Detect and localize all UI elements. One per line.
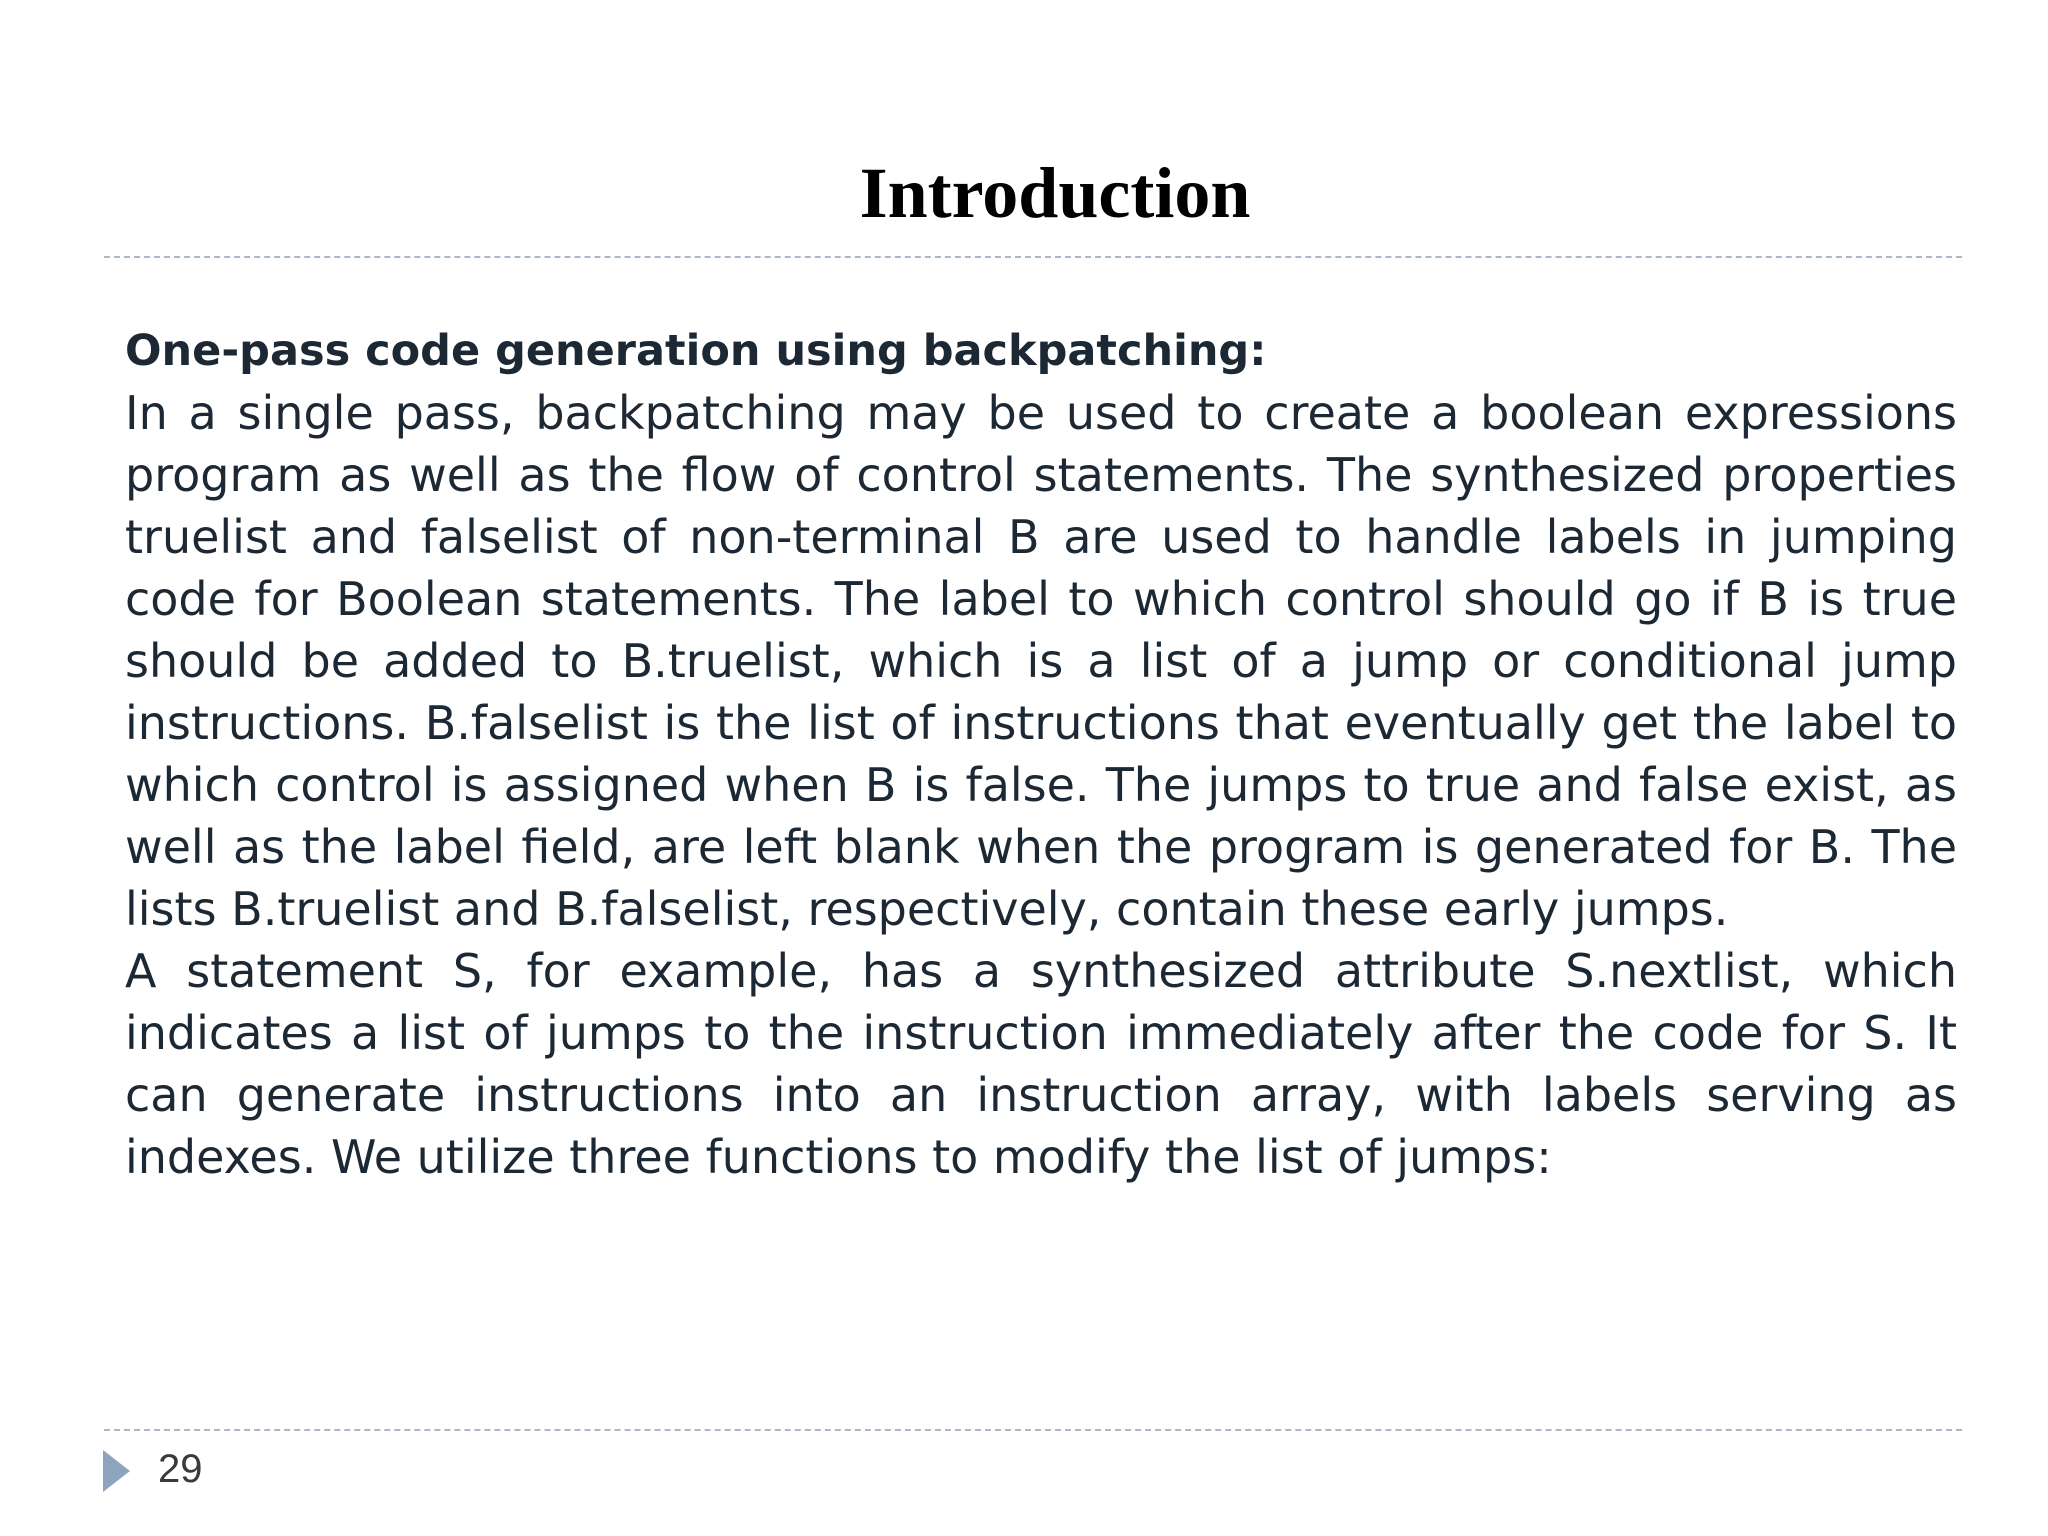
- triangle-right-icon: [103, 1450, 130, 1492]
- page-number: 29: [158, 1447, 203, 1491]
- slide-title: Introduction: [859, 153, 1251, 233]
- section-subheading: One-pass code generation using backpatching:: [125, 326, 1267, 376]
- body-paragraph-1: In a single pass, backpatching may be used to create a boolean expressions program as well as the flow of control statements. The synthesized properties truelist and falselist of non-terminal B are used to handle labels in jumping code for Boolean statements. The label to which control should go if B is true should be added to B.truelist, which is a list of a jump or conditional jump instructions. B.falselist is the list of instructions that eventually get the label to which control is assigned when B is false. The jumps to true and false exist, as well as the label field, are left blank when the program is generated for B. The lists B.truelist and B.falselist, respectively, contain these early jumps.: [125, 386, 1957, 936]
- footer-divider: [104, 1429, 1962, 1431]
- title-divider: [104, 256, 1962, 258]
- body-paragraph-2: A statement S, for example, has a synthesized attribute S.nextlist, which indicates a list of jumps to the instruction immediately after the code for S. It can generate instructions into an instruction array, with labels serving as indexes. We utilize three functions to modify the list of jumps:: [125, 944, 1957, 1184]
- slide-body: [125, 320, 1957, 1188]
